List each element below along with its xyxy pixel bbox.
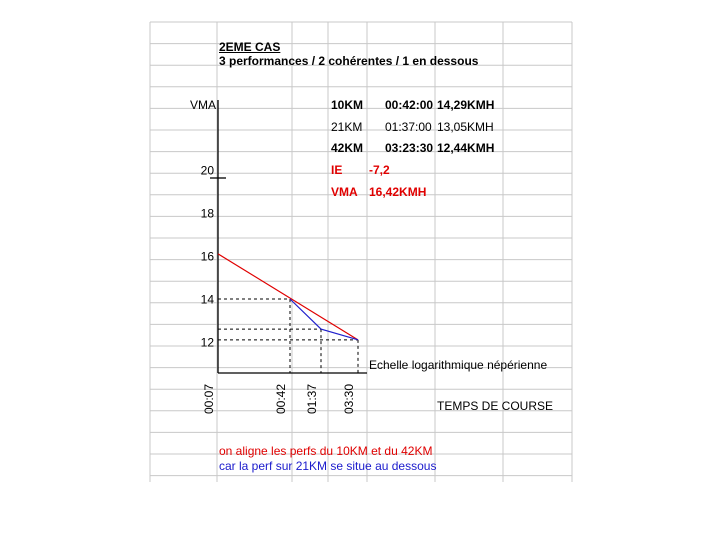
row-42km-speed: 12,44KMH xyxy=(437,141,495,155)
row-21km-speed: 13,05KMH xyxy=(437,120,494,134)
row-42km-distance: 42KM xyxy=(331,141,364,155)
x-tick-label: 03:30 xyxy=(342,383,356,414)
case-title: 2EME CAS xyxy=(219,40,281,54)
y-tick-label: 14 xyxy=(200,292,214,307)
y-tick-label: 16 xyxy=(200,249,214,264)
x-tick-label: 00:42 xyxy=(274,383,288,414)
y-tick-label: 18 xyxy=(200,206,214,221)
vma-label: VMA xyxy=(331,185,358,199)
ie-value: -7,2 xyxy=(369,163,390,177)
note-line-2: car la perf sur 21KM se situe au dessous xyxy=(219,459,437,473)
row-21km-time: 01:37:00 xyxy=(385,120,432,134)
scale-note: Echelle logarithmique népérienne xyxy=(369,358,548,372)
note-line-1: on aligne les perfs du 10KM et du 42KM xyxy=(219,444,433,458)
y-axis-label: VMA xyxy=(190,98,217,112)
y-tick-label: 12 xyxy=(200,335,214,350)
row-10km-time: 00:42:00 xyxy=(385,98,434,112)
y-tick-label: 20 xyxy=(200,163,214,178)
row-42km-time: 03:23:30 xyxy=(385,141,434,155)
x-tick-label: 01:37 xyxy=(305,383,319,414)
row-21km-distance: 21KM xyxy=(331,120,363,134)
red-trend-line xyxy=(218,254,358,340)
case-subtitle: 3 performances / 2 cohérentes / 1 en dessous xyxy=(219,54,479,68)
row-10km-speed: 14,29KMH xyxy=(437,98,495,112)
x-tick-label: 00:07 xyxy=(202,383,216,414)
ie-label: IE xyxy=(331,163,343,177)
row-10km-distance: 10KM xyxy=(331,98,364,112)
vma-value: 16,42KMH xyxy=(369,185,427,199)
x-axis-label: TEMPS DE COURSE xyxy=(437,399,554,413)
